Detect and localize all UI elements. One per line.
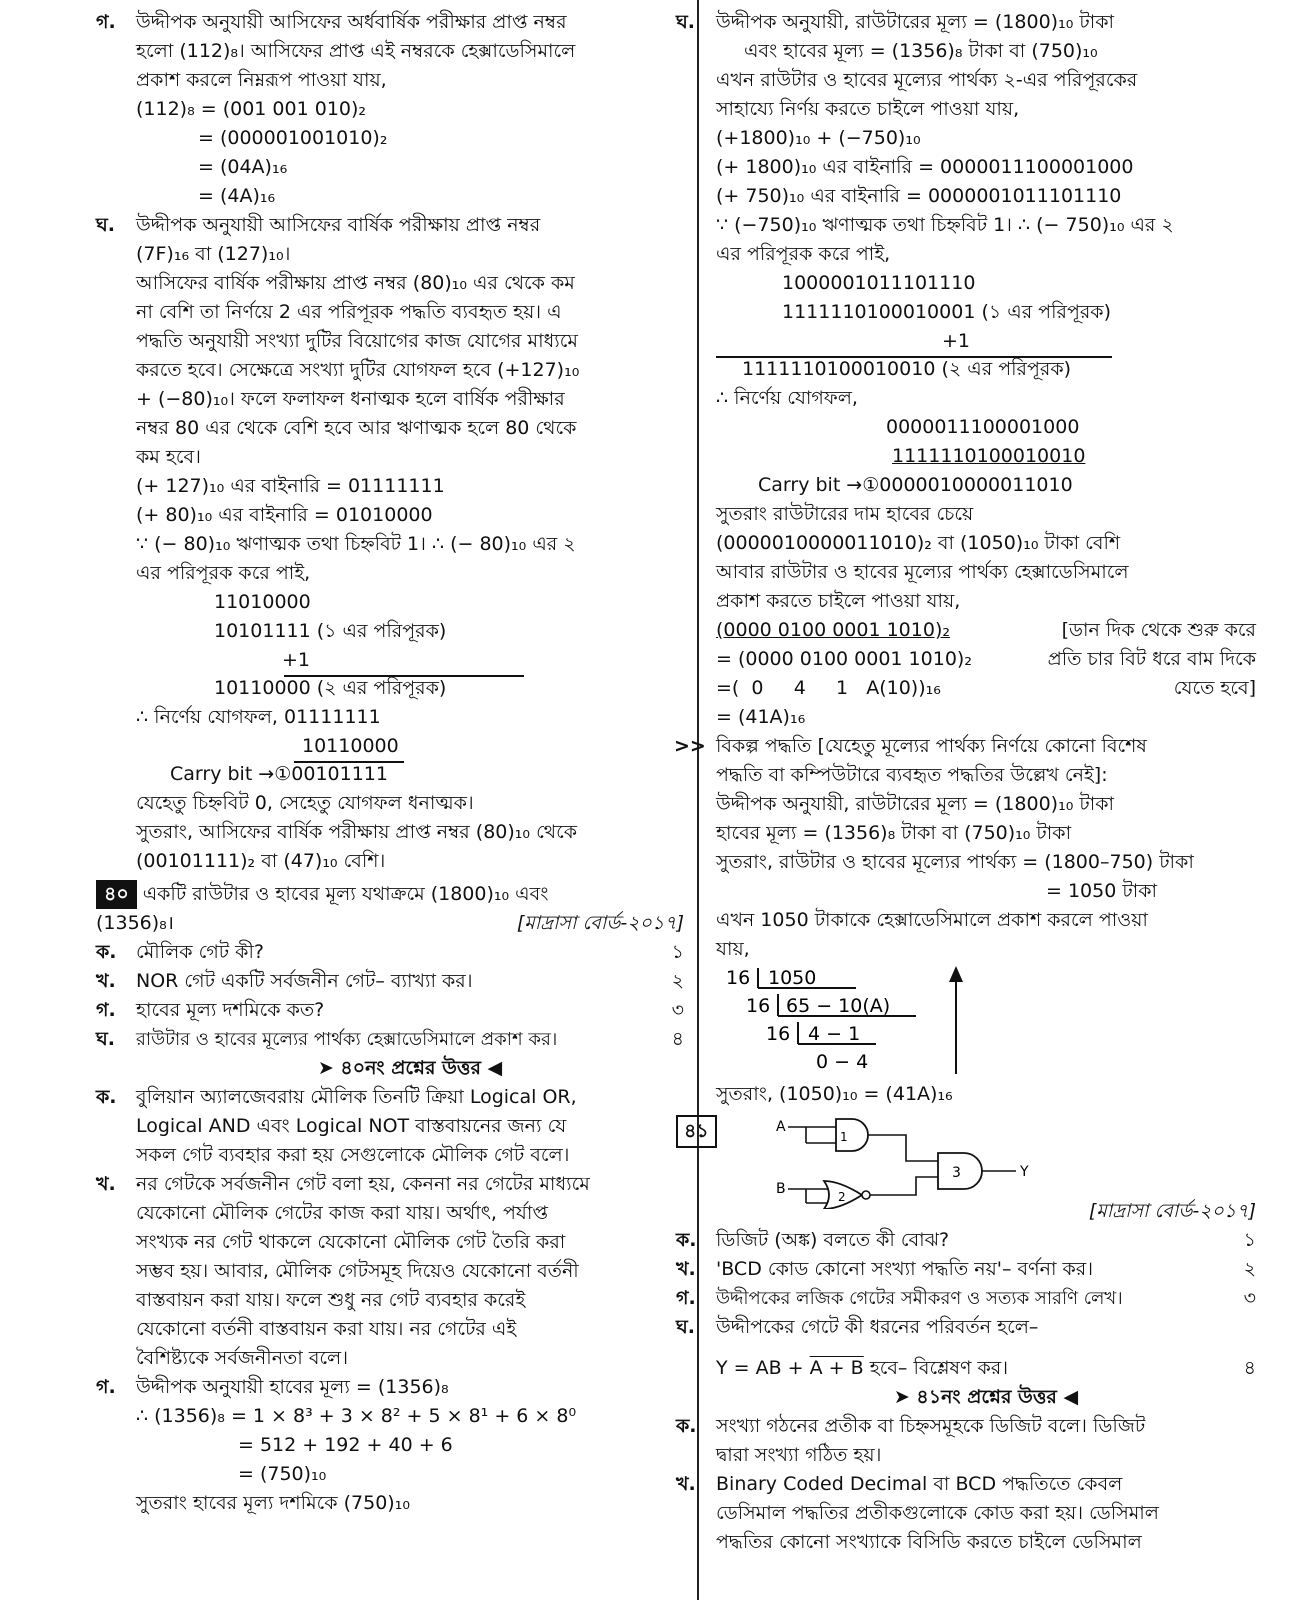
text-line: উদ্দীপক অনুযায়ী হাবের মূল্য = (1356)₈ xyxy=(136,1376,449,1398)
text-line: উদ্দীপক অনুযায়ী, রাউটারের মূল্য = (1800)₁₀ টাকা xyxy=(716,793,1115,815)
question-40 xyxy=(104,880,684,909)
input-b-label: B xyxy=(776,1181,786,1197)
text-line: এখন রাউটার ও হাবের মূল্যের পার্থক্য ২-এর পরিপূরকের xyxy=(716,69,1138,91)
text-line: (00101111)₂ বা (47)₁₀ বেশি। xyxy=(136,850,386,872)
item-label: খ. xyxy=(96,970,116,992)
q41-item-kha xyxy=(676,1255,1256,1284)
hex-line: =( 0 4 1 A(10))₁₆ xyxy=(716,677,941,699)
text-line: সংখ্যা গঠনের প্রতীক বা চিহ্নসমূহকে ডিজিট বলে। ডিজিট xyxy=(716,1415,1146,1437)
sum-line: ∴ নির্ণেয় যোগফল, 01111111 xyxy=(136,706,381,728)
column-divider xyxy=(697,0,699,1600)
text-line: সুতরাং রাউটারের দাম হাবের চেয়ে xyxy=(716,503,974,525)
text-line: এর পরিপূরক করে পাই, xyxy=(716,243,891,265)
answer-ga-1 xyxy=(96,8,684,37)
text-line: (+ 127)₁₀ এর বাইনারি = 01111111 xyxy=(136,475,445,497)
division-divisor: 16 xyxy=(766,1023,791,1045)
text-line: সাহায্যে নির্ণয় করতে চাইলে পাওয়া যায়, xyxy=(716,98,1020,120)
division-diagram xyxy=(716,964,1256,1080)
item-mark: ২ xyxy=(671,970,684,992)
answer-kha-40 xyxy=(96,1170,684,1199)
arrow-left-icon: ◀ xyxy=(1056,1386,1079,1408)
text-line: সকল গেট ব্যবহার করা হয় সেগুলোকে মৌলিক গেট বলে। xyxy=(136,1144,570,1166)
text-line: ∵ (−750)₁₀ ঋণাত্মক তথা চিহ্নবিট 1। ∴ (− 750)₁₀ এর ২ xyxy=(716,214,1174,236)
arrow-right-icon: ➤ xyxy=(317,1057,341,1079)
item-text: মৌলিক গেট কী? xyxy=(136,941,264,963)
math-line: ∴ (1356)₈ = 1 × 8³ + 3 × 8² + 5 × 8¹ + 6 × 8⁰ xyxy=(136,1405,577,1427)
text-line: নর গেটকে সর্বজনীন গেট বলা হয়, কেননা নর গেটের মাধ্যমে xyxy=(136,1173,590,1195)
gate-1-label: 1 xyxy=(840,1130,848,1144)
item-text: NOR গেট একটি সর্বজনীন গেট– ব্যাখ্যা কর। xyxy=(136,970,473,992)
text-line: পদ্ধতির কোনো সংখ্যাকে বিসিডি করতে চাইলে ডেসিমাল xyxy=(716,1531,1142,1553)
question-text: একটি রাউটার ও হাবের মূল্য যথাক্রমে (1800)₁₀ এবং xyxy=(142,883,549,905)
text-line: সুতরাং, আসিফের বার্ষিক পরীক্ষায় প্রাপ্ত নম্বর (80)₁₀ থেকে xyxy=(136,821,578,843)
text-line: না বেশি তা নির্ণয়ে 2 এর পরিপূরক পদ্ধতি ব্যবহৃত হয়। এ xyxy=(136,301,562,323)
text-line: বিকল্প পদ্ধতি [যেহেতু মূল্যের পার্থক্য নির্ণয়ে কোনো বিশেষ xyxy=(716,735,1147,757)
item-label: খ. xyxy=(96,1173,116,1195)
item-mark: ৩ xyxy=(1243,1287,1256,1309)
hex-line: = (0000 0100 0001 1010)₂ xyxy=(716,648,972,670)
text-line: নম্বর 80 এর থেকে বেশি হবে আর ঋণাত্মক হলে 80 থেকে xyxy=(136,417,577,439)
item-mark: ১ xyxy=(1243,1229,1256,1251)
item-label: ঘ. xyxy=(96,214,115,236)
alt-marker: >> xyxy=(674,735,706,757)
item-mark: ১ xyxy=(671,941,684,963)
text-line: (+ 1800)₁₀ এর বাইনারি = 0000011100001000 xyxy=(716,156,1134,178)
text-line: উদ্দীপক অনুযায়ী আসিফের অর্ধবার্ষিক পরীক্ষার প্রাপ্ত নম্বর xyxy=(136,11,567,33)
item-label: ক. xyxy=(676,1229,697,1251)
math-line: = (000001001010)₂ xyxy=(198,127,388,149)
item-text: ডিজিট (অঙ্ক) বলতে কী বোঝ? xyxy=(716,1229,950,1251)
q41-item-ga xyxy=(676,1284,1256,1313)
equation-text: Y = AB + xyxy=(716,1357,810,1379)
question-text: (1356)₈। xyxy=(96,912,174,934)
text-line: প্রকাশ করলে নিম্নরূপ পাওয়া যায়, xyxy=(136,69,387,91)
item-text: উদ্দীপকের লজিক গেটের সমীকরণ ও সত্যক সারণি লেখ। xyxy=(716,1288,1123,1309)
text-line: প্রকাশ করতে চাইলে পাওয়া যায়, xyxy=(716,590,961,612)
alt-method xyxy=(674,732,1256,761)
item-text: 'BCD কোড কোনো সংখ্যা পদ্ধতি নয়'– বর্ণনা কর। xyxy=(716,1258,1094,1280)
text-line: সংখ্যক নর গেট থাকলে যেকোনো মৌলিক গেট তৈরি করা xyxy=(136,1231,566,1253)
division-svg xyxy=(716,964,1256,1080)
item-mark: ৩ xyxy=(671,999,684,1021)
text-line: দ্বারা সংখ্যা গঠিত হয়। xyxy=(716,1444,882,1466)
up-arrow-icon xyxy=(949,966,963,982)
answer-kha-41 xyxy=(676,1470,1256,1499)
logic-circuit-diagram xyxy=(716,1109,1256,1209)
text-line: বৈশিষ্ট্যকে সর্বজনীনতা বলে। xyxy=(136,1347,349,1369)
equation-line xyxy=(716,1354,1256,1383)
text-line: (7F)₁₆ বা (127)₁₀। xyxy=(136,243,291,265)
carry-line: Carry bit →①0000010000011010 xyxy=(758,474,1073,496)
sum-line: 1111110100010010 xyxy=(892,445,1086,467)
math-line: = 512 + 192 + 40 + 6 xyxy=(238,1434,453,1456)
answer-heading-41 xyxy=(716,1383,1256,1412)
q41-item-gha xyxy=(676,1313,1256,1342)
hex-note: যেতে হবে] xyxy=(1173,677,1256,699)
item-label: গ. xyxy=(96,11,116,33)
result-line: সুতরাং, (1050)₁₀ = (41A)₁₆ xyxy=(716,1083,953,1105)
q40-item-ka xyxy=(96,938,684,967)
item-label: গ. xyxy=(96,999,116,1021)
item-label: খ. xyxy=(676,1258,696,1280)
text-line: (+ 80)₁₀ এর বাইনারি = 01010000 xyxy=(136,504,433,526)
item-label: ঘ. xyxy=(676,11,695,33)
text-line: (0000010000011010)₂ বা (1050)₁₀ টাকা বেশি xyxy=(716,532,1121,554)
calc-line: 1111110100010001 (১ এর পরিপূরক) xyxy=(782,301,1112,323)
hex-row-3 xyxy=(716,674,1256,703)
answer-heading-text: ৪০নং প্রশ্নের উত্তর xyxy=(340,1057,481,1079)
text-line: পদ্ধতি বা কম্পিউটারে ব্যবহৃত পদ্ধতির উল্লেখ নেই]: xyxy=(716,764,1108,786)
question-40-line2 xyxy=(96,909,684,938)
answer-heading-40 xyxy=(136,1054,684,1083)
division-dividend: 1050 xyxy=(768,967,817,989)
division-divisor: 16 xyxy=(726,967,751,989)
text-line: Binary Coded Decimal বা BCD পদ্ধতিতে কেবল xyxy=(716,1473,1123,1495)
hex-note: প্রতি চার বিট ধরে বাম দিকে xyxy=(1047,648,1256,670)
text-line: (+ 750)₁₀ এর বাইনারি = 0000001011101110 xyxy=(716,185,1122,207)
text-line: সুতরাং হাবের মূল্য দশমিকে (750)₁₀ xyxy=(136,1492,410,1514)
item-label: খ. xyxy=(676,1473,696,1495)
math-line: = (4A)₁₆ xyxy=(198,185,276,207)
gate-3-label: 3 xyxy=(952,1165,961,1181)
board-source: [মাদ্রাসা বোর্ড-২০১৭] xyxy=(516,912,684,934)
item-label: ঘ. xyxy=(676,1316,695,1338)
sum-line: 10110000 xyxy=(302,735,399,757)
answer-gha-40 xyxy=(676,8,1256,37)
item-text: রাউটার ও হাবের মূল্যের পার্থক্য হেক্সাডেসিমালে প্রকাশ কর। xyxy=(136,1029,558,1050)
text-line: = 1050 টাকা xyxy=(1046,880,1158,902)
text-line: সম্ভব হয়। আবার, মৌলিক গেটসমূহ দিয়েও যেকোনো বর্তনী xyxy=(136,1260,579,1282)
calc-line: 11010000 xyxy=(214,591,311,613)
text-line: হলো (112)₈। আসিফের প্রাপ্ত এই নম্বরকে হেক্সাডেসিমালে xyxy=(136,40,576,62)
right-column xyxy=(674,8,1256,1557)
text-line: পদ্ধতি অনুযায়ী সংখ্যা দুটির বিয়োগের কাজ যোগের মাধ্যমে xyxy=(136,330,578,352)
text-line: উদ্দীপক অনুযায়ী, রাউটারের মূল্য = (1800)₁₀ টাকা xyxy=(716,11,1115,33)
text-line: ডেসিমাল পদ্ধতির প্রতীকগুলোকে কোড করা হয়। ডেসিমাল xyxy=(716,1502,1159,1524)
text-line: সুতরাং, রাউটার ও হাবের মূল্যের পার্থক্য = (1800–750) টাকা xyxy=(716,851,1194,873)
equation-text: হবে– বিশ্লেষণ কর। xyxy=(863,1357,1009,1379)
text-line: যায়, xyxy=(716,938,750,960)
division-step: 4 − 1 xyxy=(808,1023,861,1045)
calc-line: +1 xyxy=(942,330,971,352)
item-label: গ. xyxy=(676,1287,696,1309)
item-text: উদ্দীপকের গেটে কী ধরনের পরিবর্তন হলে– xyxy=(716,1316,1039,1338)
q40-item-ga xyxy=(96,996,684,1025)
item-label: ক. xyxy=(676,1415,697,1437)
text-line: যেকোনো বর্তনী বাস্তবায়ন করা যায়। নর গেটের এই xyxy=(136,1318,517,1340)
hex-note: [ডান দিক থেকে শুরু করে xyxy=(1061,619,1256,641)
board-source: [মাদ্রাসা বোর্ড-২০১৭] xyxy=(1088,1200,1256,1222)
gate-2-label: 2 xyxy=(838,1190,846,1204)
answer-heading-text: ৪১নং প্রশ্নের উত্তর xyxy=(916,1386,1057,1408)
text-line: আসিফের বার্ষিক পরীক্ষায় প্রাপ্ত নম্বর (80)₁₀ এর থেকে কম xyxy=(136,272,575,294)
question-number: ৪১ xyxy=(676,1115,717,1148)
answer-ga-40 xyxy=(96,1373,684,1402)
text-line: (+1800)₁₀ + (−750)₁₀ xyxy=(716,127,921,149)
text-line: যেহেতু চিহ্নবিট 0, সেহেতু যোগফল ধনাত্মক। xyxy=(136,792,474,814)
answer-ka-41 xyxy=(676,1412,1256,1441)
hex-row-1 xyxy=(716,616,1256,645)
text-line: এবং হাবের মূল্য = (1356)₈ টাকা বা (750)₁₀ xyxy=(744,40,1098,62)
hex-row-2 xyxy=(716,645,1256,674)
answer-gha-1 xyxy=(96,211,684,240)
arrow-left-icon: ◀ xyxy=(480,1057,503,1079)
division-divisor: 16 xyxy=(746,995,771,1017)
text-line: আবার রাউটার ও হাবের মূল্যের পার্থক্য হেক্সাডেসিমালে xyxy=(716,561,1129,583)
sum-line: 0000011100001000 xyxy=(886,416,1080,438)
answer-ka-40 xyxy=(96,1083,684,1112)
text-line: ∵ (− 80)₁₀ ঋণাত্মক তথা চিহ্নবিট 1। ∴ (− 80)₁₀ এর ২ xyxy=(136,533,576,555)
text-line: করতে হবে। সেক্ষেত্রে সংখ্যা দুটির যোগফল হবে (+127)₁₀ xyxy=(136,359,580,381)
text-line: উদ্দীপক অনুযায়ী আসিফের বার্ষিক পরীক্ষায় প্রাপ্ত নম্বর xyxy=(136,214,541,236)
item-text: হাবের মূল্য দশমিকে কত? xyxy=(136,999,325,1021)
arrow-right-icon: ➤ xyxy=(893,1386,917,1408)
hex-line: = (41A)₁₆ xyxy=(716,706,806,728)
text-line: কম হবে। xyxy=(136,446,201,468)
item-label: ক. xyxy=(96,941,117,963)
q41-item-ka xyxy=(676,1226,1256,1255)
hex-line: (0000 0100 0001 1010)₂ xyxy=(716,619,950,641)
calc-line: 1000001011101110 xyxy=(782,272,976,294)
text-line: + (−80)₁₀। ফলে ফলাফল ধনাত্মক হলে বার্ষিক পরীক্ষার xyxy=(136,388,565,410)
text-line: Logical AND এবং Logical NOT বাস্তবায়নের জন্য যে xyxy=(136,1115,567,1137)
q40-item-kha xyxy=(96,967,684,996)
division-step: 65 − 10(A) xyxy=(786,995,891,1017)
text-line: এর পরিপূরক করে পাই, xyxy=(136,562,311,584)
q40-item-gha xyxy=(96,1025,684,1054)
equation-overbar: A + B xyxy=(809,1357,864,1379)
output-y-label: Y xyxy=(1020,1164,1029,1180)
item-label: গ. xyxy=(96,1376,116,1398)
calc-line: 10110000 (২ এর পরিপূরক) xyxy=(214,677,447,699)
carry-line: Carry bit →①00101111 xyxy=(170,763,388,785)
text-line: বুলিয়ান অ্যালজেবরায় মৌলিক তিনটি ক্রিয়া Logical OR, xyxy=(136,1086,577,1108)
math-line: = (750)₁₀ xyxy=(238,1463,327,1485)
math-line: (112)₈ = (001 001 010)₂ xyxy=(136,98,367,120)
item-label: ঘ. xyxy=(96,1028,115,1050)
item-mark: ২ xyxy=(1243,1258,1256,1280)
question-41 xyxy=(684,1109,1256,1209)
text-line: যেকোনো মৌলিক গেটের কাজ করা যায়। অর্থাৎ, পর্যাপ্ত xyxy=(136,1202,548,1224)
math-line: = (04A)₁₆ xyxy=(198,156,288,178)
sum-line: ∴ নির্ণেয় যোগফল, xyxy=(716,387,858,409)
calc-line: 10101111 (১ এর পরিপূরক) xyxy=(214,620,447,642)
left-column xyxy=(96,8,684,1518)
calc-line: 1111110100010010 (২ এর পরিপূরক) xyxy=(742,358,1072,380)
input-a-label: A xyxy=(776,1119,786,1135)
text-line: হাবের মূল্য = (1356)₈ টাকা বা (750)₁₀ টাকা xyxy=(716,822,1072,844)
item-mark: ৪ xyxy=(1243,1357,1256,1379)
text-line: এখন 1050 টাকাকে হেক্সাডেসিমালে প্রকাশ করলে পাওয়া xyxy=(716,909,1148,931)
item-label: ক. xyxy=(96,1086,117,1108)
division-step: 0 − 4 xyxy=(816,1051,869,1073)
calc-line: +1 xyxy=(282,649,311,671)
item-mark: ৪ xyxy=(671,1028,684,1050)
question-number: ৪০ xyxy=(96,880,137,909)
text-line: বাস্তবায়ন করা যায়। ফলে শুধু নর গেট ব্যবহার করেই xyxy=(136,1289,526,1311)
